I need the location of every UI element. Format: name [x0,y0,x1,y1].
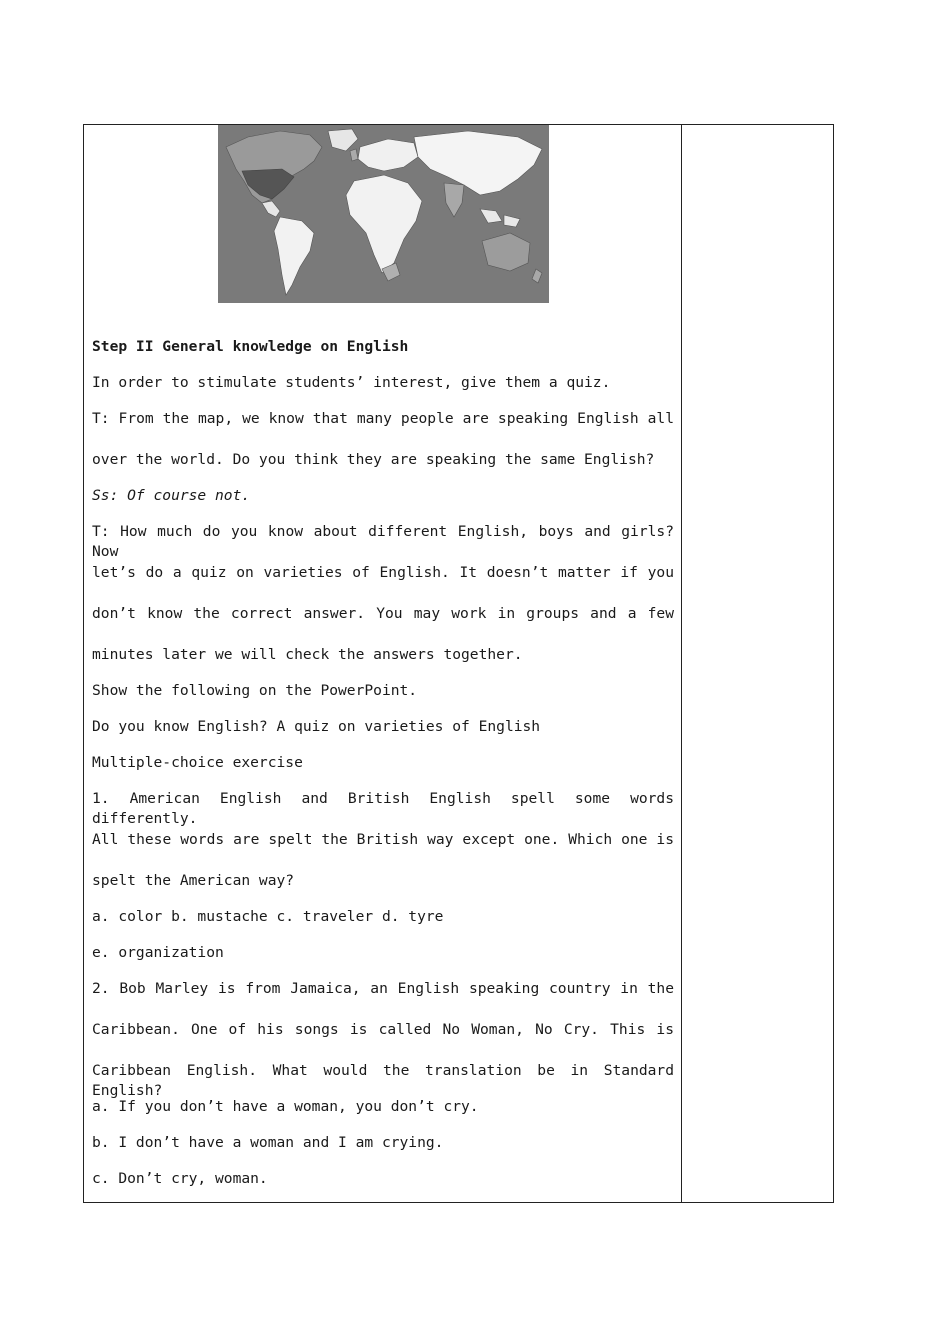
content-cell [92,125,674,1202]
world-map-image [218,125,549,303]
text-line: a. color b. mustache c. traveler d. tyre [92,908,444,925]
text-line: e. organization [92,944,224,961]
column-divider [681,125,682,1202]
text-line: don’t know the correct answer. You may work in groups and a few [92,605,674,622]
text-line: c. Don’t cry, woman. [92,1170,268,1187]
text-line: Caribbean. One of his songs is called No Woman, No Cry. This is [92,1021,674,1038]
world-map-graphic [218,125,549,303]
text-line: In order to stimulate students’ interest, give them a quiz. [92,374,611,391]
text-line: minutes later we will check the answers together. [92,646,523,663]
text-line: T: From the map, we know that many people are speaking English all [92,410,674,427]
text-line: let’s do a quiz on varieties of English. It doesn’t matter if you [92,564,674,581]
text-line: 1. American English and British English spell some words differently. [92,790,674,827]
lesson-table [83,124,834,1203]
text-line: 2. Bob Marley is from Jamaica, an English speaking country in the [92,980,674,997]
text-line: T: How much do you know about different English, boys and girls? Now [92,523,674,560]
text-line: a. If you don’t have a woman, you don’t cry. [92,1098,479,1115]
text-line: Show the following on the PowerPoint. [92,682,418,699]
text-line: over the world. Do you think they are speaking the same English? [92,451,655,468]
text-line: spelt the American way? [92,872,295,889]
text-line: All these words are spelt the British way except one. Which one is [92,831,674,848]
text-line: Do you know English? A quiz on varieties of English [92,718,541,735]
text-line: b. I don’t have a woman and I am crying. [92,1134,444,1151]
section-heading: Step II General knowledge on English [92,338,409,355]
text-line: Ss: Of course not. [92,487,251,504]
text-line: Caribbean English. What would the translation be in Standard English? [92,1062,674,1099]
text-line: Multiple-choice exercise [92,754,303,771]
